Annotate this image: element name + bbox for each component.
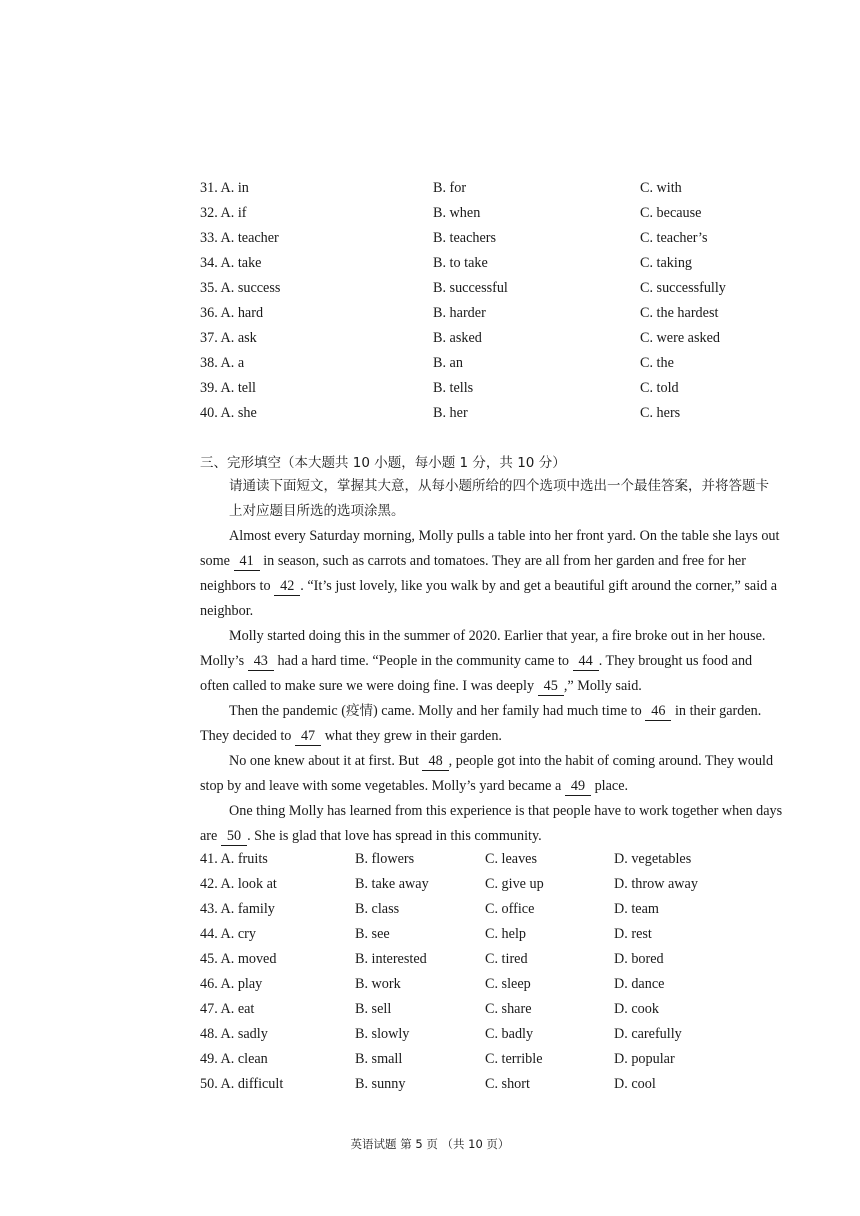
option-b: B. see (355, 926, 390, 942)
option-c: C. short (485, 1076, 530, 1092)
option-b: B. flowers (355, 851, 415, 867)
question-row (0, 874, 860, 894)
passage-text: neighbor. (200, 603, 254, 619)
option-b: B. when (433, 205, 481, 221)
question-row (0, 974, 860, 994)
option-c: C. taking (640, 255, 693, 271)
passage-line (200, 649, 816, 674)
passage-line (200, 524, 816, 549)
option-c: C. teacher’s (640, 230, 708, 246)
passage-line (200, 824, 816, 849)
passage-text: what they grew in their garden. (324, 728, 502, 744)
option-d: D. vegetables (614, 851, 692, 867)
passage-text: stop by and leave with some vegetables. Molly’s yard became a (200, 778, 562, 794)
section-title: 三、完形填空（本大题共 10 小题，每小题 1 分，共 10 分） (200, 455, 566, 471)
option-a: 50. A. difficult (200, 1076, 284, 1092)
passage-text: in season, such as carrots and tomatoes. They are all from her garden and free for her (263, 553, 746, 569)
option-b: B. harder (433, 305, 486, 321)
passage-text: . “It’s just lovely, like you walk by and get a beautiful gift around the corner,” said a (300, 578, 778, 594)
question-row (0, 949, 860, 969)
option-d: D. cook (614, 1001, 659, 1017)
option-b: B. to take (433, 255, 488, 271)
option-c: C. leaves (485, 851, 538, 867)
cloze-passage (200, 524, 816, 849)
option-b: B. her (433, 405, 468, 421)
option-c: C. because (640, 205, 702, 221)
option-d: D. bored (614, 951, 664, 967)
question-row (0, 253, 860, 273)
passage-text: , people got into the habit of coming around. They would (448, 753, 774, 769)
option-d: D. cool (614, 1076, 656, 1092)
blank-43: 43 (248, 653, 274, 671)
question-row (0, 303, 860, 323)
option-a: 49. A. clean (200, 1051, 268, 1067)
question-row (0, 1049, 860, 1069)
question-row (0, 924, 860, 944)
question-row (0, 899, 860, 919)
option-c: C. badly (485, 1026, 534, 1042)
passage-line (200, 699, 816, 724)
question-row (0, 178, 860, 198)
blank-50: 50 (221, 828, 247, 846)
option-a: 38. A. a (200, 355, 245, 371)
question-row (0, 353, 860, 373)
option-b: B. tells (433, 380, 474, 396)
option-d: D. rest (614, 926, 652, 942)
option-a: 36. A. hard (200, 305, 264, 321)
question-row (0, 228, 860, 248)
option-b: B. class (355, 901, 400, 917)
question-row (0, 1074, 860, 1094)
passage-text: neighbors to (200, 578, 271, 594)
option-c: C. the hardest (640, 305, 719, 321)
option-a: 32. A. if (200, 205, 247, 221)
option-b: B. teachers (433, 230, 497, 246)
passage-text: had a hard time. “People in the community came to (277, 653, 569, 669)
passage-text: Then the pandemic ( (229, 703, 346, 719)
option-a: 45. A. moved (200, 951, 277, 967)
passage-text: . They brought us food and (598, 653, 753, 669)
blank-41: 41 (234, 553, 260, 571)
option-a: 39. A. tell (200, 380, 256, 396)
passage-line (200, 799, 816, 824)
blank-47: 47 (295, 728, 321, 746)
option-c: C. sleep (485, 976, 531, 992)
blank-46: 46 (645, 703, 671, 721)
passage-line (200, 749, 816, 774)
question-row (0, 203, 860, 223)
question-row (0, 1024, 860, 1044)
option-a: 42. A. look at (200, 876, 277, 892)
passage-text: some (200, 553, 230, 569)
passage-text: often called to make sure we were doing fine. I was deeply (200, 678, 535, 694)
option-b: B. small (355, 1051, 403, 1067)
passage-text: Almost every Saturday morning, Molly pulls a table into her front yard. On the table she lays out (229, 528, 780, 544)
passage-text: They decided to (200, 728, 292, 744)
option-a: 46. A. play (200, 976, 263, 992)
option-b: B. sunny (355, 1076, 406, 1092)
passage-line (200, 549, 816, 574)
blank-44: 44 (573, 653, 599, 671)
blank-48: 48 (422, 753, 448, 771)
option-c: C. the (640, 355, 674, 371)
option-b: B. slowly (355, 1026, 410, 1042)
option-b: B. sell (355, 1001, 392, 1017)
option-c: C. were asked (640, 330, 720, 346)
question-row (0, 999, 860, 1019)
option-b: B. for (433, 180, 467, 196)
instruction-line: 上对应题目所选的选项涂黑。 (229, 503, 405, 519)
option-c: C. successfully (640, 280, 726, 296)
option-c: C. terrible (485, 1051, 543, 1067)
passage-line (200, 624, 816, 649)
option-a: 44. A. cry (200, 926, 256, 942)
question-row (0, 403, 860, 423)
option-b: B. interested (355, 951, 427, 967)
option-d: D. dance (614, 976, 665, 992)
option-a: 33. A. teacher (200, 230, 279, 246)
option-d: D. carefully (614, 1026, 682, 1042)
option-d: D. throw away (614, 876, 698, 892)
passage-text: ) came. Molly and her family had much time to (373, 703, 642, 719)
option-a: 40. A. she (200, 405, 257, 421)
passage-text: ,” Molly said. (563, 678, 642, 694)
option-b: B. work (355, 976, 401, 992)
passage-line (200, 774, 816, 799)
passage-text: are (200, 828, 218, 844)
option-c: C. office (485, 901, 535, 917)
option-a: 35. A. success (200, 280, 281, 296)
question-row (0, 278, 860, 298)
blank-49: 49 (565, 778, 591, 796)
option-b: B. successful (433, 280, 508, 296)
question-row (0, 328, 860, 348)
passage-line (200, 574, 816, 599)
passage-line (200, 599, 816, 624)
option-b: B. an (433, 355, 463, 371)
passage-text: 疫情 (346, 703, 373, 719)
passage-text: in their garden. (674, 703, 762, 719)
passage-line (200, 724, 816, 749)
passage-text: One thing Molly has learned from this experience is that people have to work together when days (229, 803, 783, 819)
option-c: C. with (640, 180, 682, 196)
option-b: B. asked (433, 330, 482, 346)
option-a: 31. A. in (200, 180, 249, 196)
option-a: 34. A. take (200, 255, 262, 271)
option-d: D. team (614, 901, 659, 917)
passage-text: Molly’s (200, 653, 245, 669)
option-c: C. tired (485, 951, 528, 967)
option-c: C. told (640, 380, 679, 396)
instruction-line: 请通读下面短文，掌握其大意，从每小题所给的四个选项中选出一个最佳答案，并将答题卡 (229, 478, 769, 494)
option-a: 43. A. family (200, 901, 275, 917)
option-c: C. give up (485, 876, 544, 892)
option-a: 41. A. fruits (200, 851, 268, 867)
passage-text: . She is glad that love has spread in this community. (247, 828, 542, 844)
blank-42: 42 (274, 578, 300, 596)
question-row (0, 378, 860, 398)
option-a: 37. A. ask (200, 330, 257, 346)
option-a: 47. A. eat (200, 1001, 255, 1017)
option-b: B. take away (355, 876, 429, 892)
option-c: C. help (485, 926, 526, 942)
passage-text: Molly started doing this in the summer of 2020. Earlier that year, a fire broke out in her house. (229, 628, 766, 644)
passage-line (200, 674, 816, 699)
option-c: C. hers (640, 405, 681, 421)
passage-text: place. (594, 778, 629, 794)
question-row (0, 849, 860, 869)
page-footer: 英语试题 第 5 页 （共 10 页） (350, 1137, 510, 1151)
blank-45: 45 (538, 678, 564, 696)
option-a: 48. A. sadly (200, 1026, 268, 1042)
passage-text: No one knew about it at first. But (229, 753, 419, 769)
option-c: C. share (485, 1001, 532, 1017)
option-d: D. popular (614, 1051, 675, 1067)
